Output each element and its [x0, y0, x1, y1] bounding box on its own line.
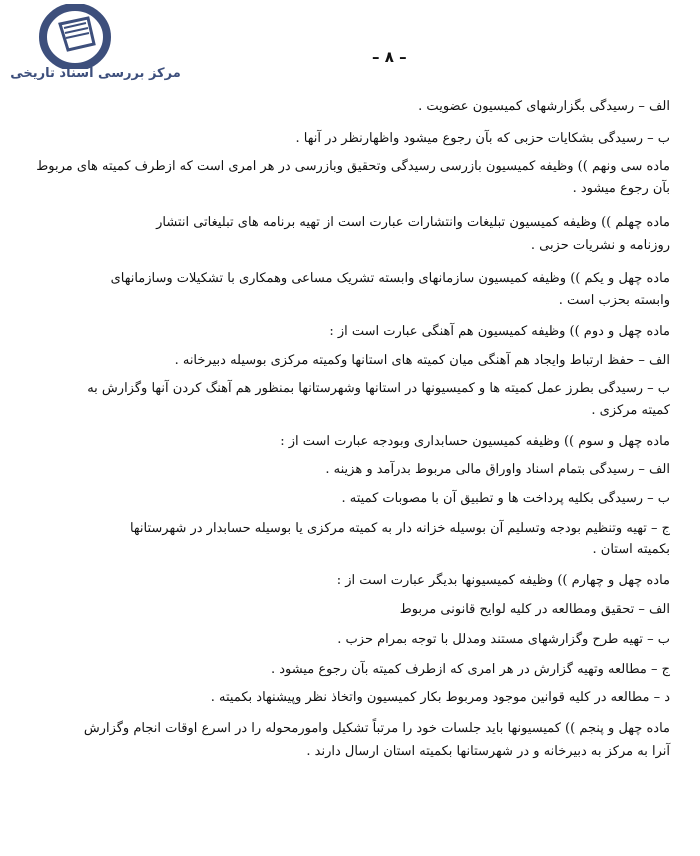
text-line: ماده چهل و پنجم )) کمیسیونها باید جلسات خود را مرتباً تشکیل وامورمحوله را در اسرع اوقات انجام وگزارش: [83, 721, 670, 736]
text-line: ج – مطالعه وتهیه گزارش در هر امری که ازطرف کمیته بآن رجوع میشود .: [270, 662, 670, 677]
text-line: کمیته مرکزی .: [591, 403, 670, 418]
text-line: ب – رسیدگی بشکایات حزبی که بآن رجوع میشود واظهارنظر در آنها .: [295, 131, 670, 146]
archive-emblem-icon: [38, 4, 113, 69]
text-line: ماده چهل و چهارم )) وظیفه کمیسیونها بدیگر عبارت است از :: [336, 573, 670, 588]
archive-logo-text: مرکز بررسی اسناد تاریخی: [10, 66, 181, 81]
text-line: ب – تهیه طرح وگزارشهای مستند ومدلل با توجه بمرام حزب .: [337, 632, 670, 647]
text-line: ب – رسیدگی بطرز عمل کمیته ها و کمیسیونها در استانها وشهرستانها بمنظور هم آهنگ کردن آنها وگزارش به: [87, 381, 670, 396]
text-line: روزنامه و نشریات حزبی .: [530, 238, 670, 253]
text-line: د – مطالعه در کلیه قوانین موجود ومربوط بکار کمیسیون واتخاذ نظر وپیشنهاد بکمیته .: [210, 690, 670, 705]
text-line: ب – رسیدگی بکلیه پرداخت ها و تطبیق آن با مصوبات کمیته .: [341, 491, 670, 506]
text-line: بآن رجوع میشود .: [572, 181, 670, 196]
text-line: ماده چهل و یکم )) وظیفه کمیسیون سازمانهای وابسته تشریک مساعی وهمکاری با تشکیلات وسازمانهای: [110, 271, 670, 286]
text-line: ماده چهلم )) وظیفه کمیسیون تبلیغات وانتشارات عبارت است از تهیه برنامه های تبلیغاتی انتشار: [156, 215, 670, 230]
text-line: الف – حفظ ارتباط وایجاد هم آهنگی میان کمیته های استانها وکمیته مرکزی بوسیله دبیرخانه .: [174, 353, 670, 368]
text-line: آنرا به مرکز به دبیرخانه و در شهرستانها بکمیته استان ارسال دارند .: [306, 744, 670, 759]
text-line: الف – رسیدگی بتمام اسناد واوراق مالی مربوط بدرآمد و هزینه .: [325, 462, 670, 477]
page-number: – ٨ –: [372, 48, 407, 66]
text-line: ج – تهیه وتنظیم بودجه وتسلیم آن بوسیله خزانه دار به کمیته مرکزی یا بوسیله حسابدار در شهرستانها: [129, 521, 670, 536]
text-line: الف – رسیدگی بگزارشهای کمیسیون عضویت .: [418, 99, 670, 114]
text-line: ماده چهل و دوم )) وظیفه کمیسیون هم آهنگی عبارت است از :: [329, 324, 670, 339]
archive-logo: [8, 4, 181, 84]
text-line: وابسته بحزب است .: [558, 293, 670, 308]
text-line: ماده چهل و سوم )) وظیفه کمیسیون حسابداری وبودجه عبارت است از :: [280, 434, 670, 449]
text-line: بکمیته استان .: [592, 542, 670, 557]
text-line: ماده سی ونهم )) وظیفه کمیسیون بازرسی رسیدگی وتحقیق وبازرسی در هر امری است که ازطرف کمیته های مربوط: [36, 159, 670, 174]
text-line: الف – تحقیق ومطالعه در کلیه لوایح قانونی مربوط: [399, 602, 670, 617]
